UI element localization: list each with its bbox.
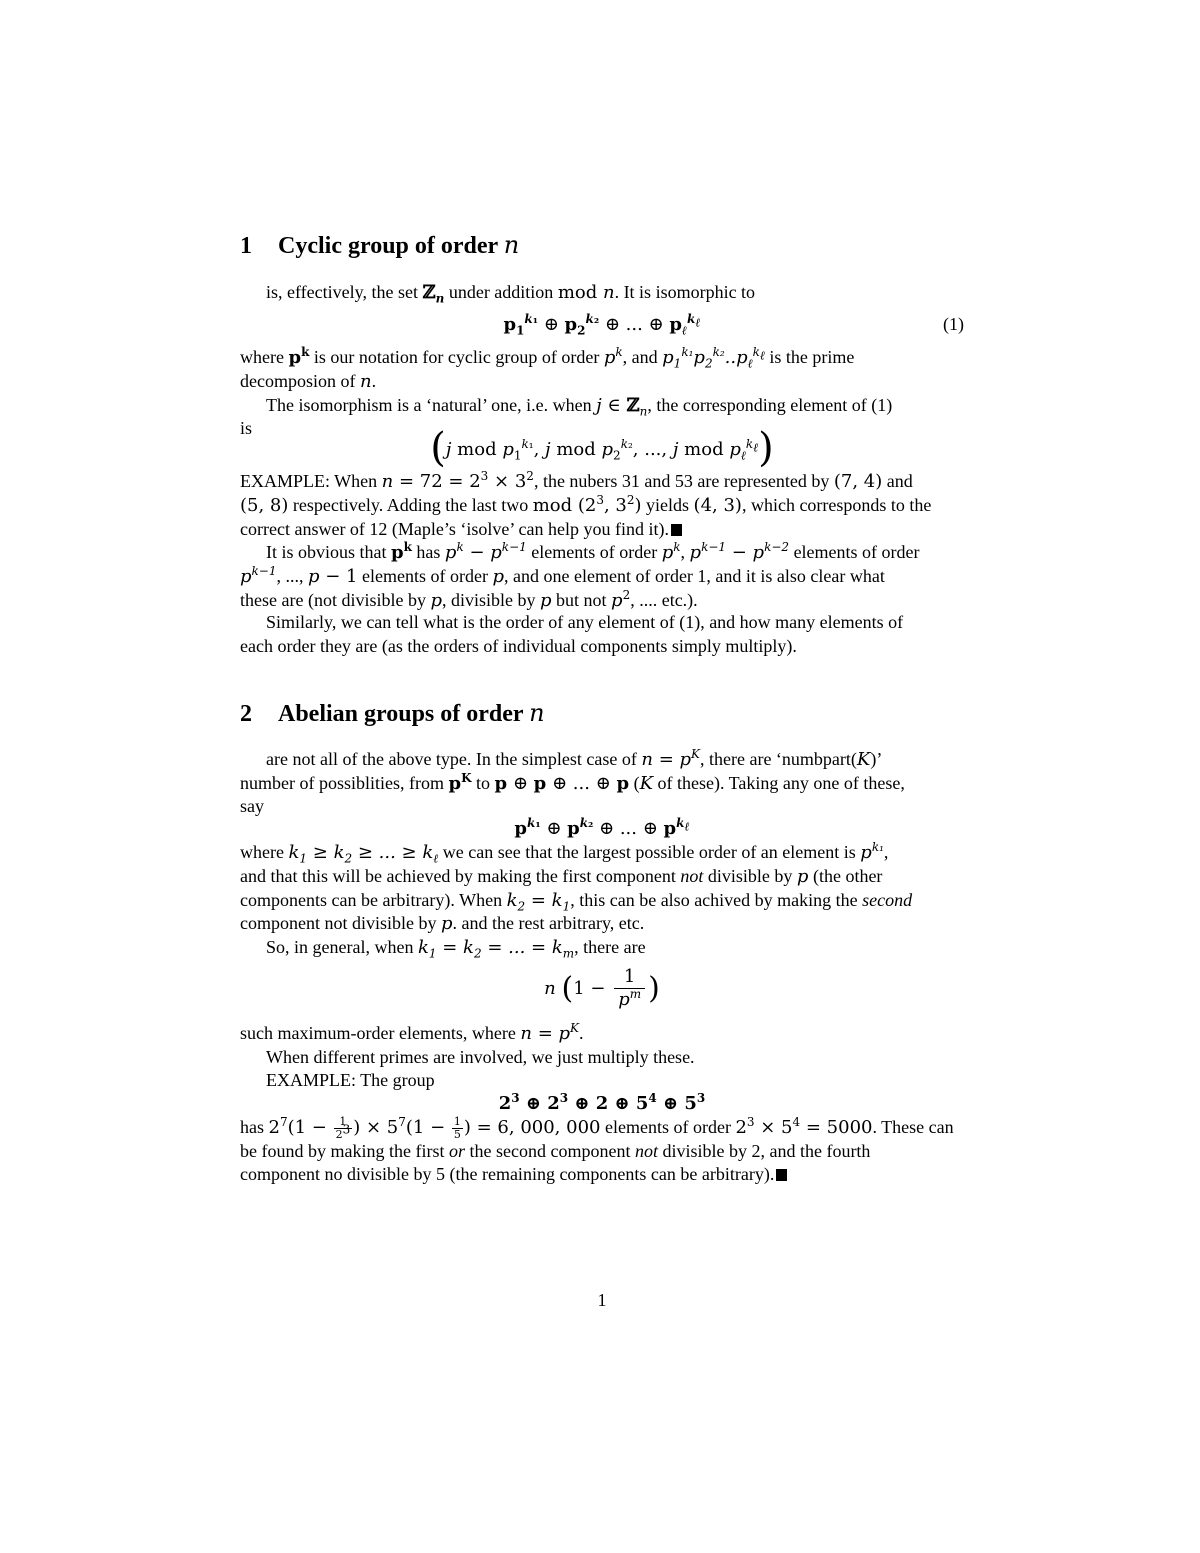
- equation-direct-sum: $p^{k_1}$ ⊕ $p^{k_2}$ ⊕ ... ⊕ $p^{k_\ell}$: [514, 816, 690, 839]
- section-number: 2: [240, 701, 252, 727]
- equation-tuple: (j mod $p_1^{k_1}$, j mod $p_2^{k_2}$, ..., j mod $p_\ell^{k_\ell}$): [430, 425, 774, 471]
- page-number: 1: [597, 1290, 607, 1310]
- qed-icon: [671, 524, 682, 536]
- paragraph-line: So, in general, when $k_1 = k_2$ = ... = $k_m$, there are: [266, 937, 646, 961]
- paragraph-line: EXAMPLE: When $n = 72 = 2^3 \times 3^2$, the nubers 31 and 53 are represented by (7, 4) and: [240, 469, 913, 492]
- paragraph-line: (5, 8) respectively. Adding the last two mod ($2^3$, $3^2$) yields (4, 3), which corresponds to the: [240, 493, 932, 516]
- paragraph-line: and that this will be achieved by making the first component not divisible by p (the other: [240, 866, 883, 887]
- paragraph-line: component no divisible by 5 (the remaining components can be arbitrary).: [240, 1162, 787, 1186]
- paragraph-line: these are (not divisible by p, divisible by p but not $p^2$, .... etc.).: [240, 588, 698, 611]
- paragraph-line: such maximum-order elements, where $n = p^K$.: [240, 1021, 584, 1044]
- paragraph-line: is: [240, 418, 253, 438]
- equation-group: $2^3$ ⊕ $2^3$ ⊕ 2 ⊕ $5^4$ ⊕ $5^3$: [498, 1091, 706, 1114]
- paragraph-line: each order they are (as the orders of individual components simply multiply).: [240, 636, 797, 656]
- paragraph-line: has $2^7(1$ − $\frac{1}{2^3}$ ) × $5^7(1$ − $\frac{1}{5}$ ) = 6, 000, 000 elements of order $2^3 \times 5^4 = 5000$. These can: [240, 1114, 954, 1141]
- paragraph-line: The isomorphism is a ‘natural’ one, i.e. when j ∈ ℤ$_n$, the corresponding element of (1): [266, 395, 893, 419]
- section-title: Abelian groups of order: [278, 701, 524, 727]
- paragraph-line: It is obvious that $p^k$ has $p^k - p^{k-1}$ elements of order $p^k$, $p^{k-1} - p^{k-2}$ elements of order: [266, 540, 920, 563]
- paragraph-line: When different primes are involved, we just multiply these.: [266, 1047, 695, 1067]
- paragraph-line: where $k_1 \ge k_2$ ≥ ... ≥ $k_\ell$ we can see that the largest possible order of an element is $p^{k_1}$,: [240, 840, 889, 866]
- equation-number: (1): [943, 314, 964, 334]
- paragraph-line: be found by making the first or the second component not divisible by 2, and the fourth: [240, 1141, 871, 1161]
- section-title: Cyclic group of order: [278, 233, 498, 259]
- paragraph-line: number of possiblities, from $p^K$ to p ⊕ p ⊕ ... ⊕ p (K of these). Taking any one of these,: [240, 771, 905, 794]
- paragraph-line: say: [240, 796, 264, 816]
- paragraph-line: EXAMPLE: The group: [266, 1070, 435, 1090]
- document-page: [240, 0, 964, 1553]
- qed-icon: [776, 1169, 787, 1181]
- paragraph-line: Similarly, we can tell what is the order of any element of (1), and how many elements of: [266, 612, 904, 632]
- paragraph-line: $p^{k-1}$, ..., p − 1 elements of order p, and one element of order 1, and it is also clear what: [240, 564, 885, 587]
- paragraph-line: is, effectively, the set ℤ$_n$ under addition mod n. It is isomorphic to: [266, 282, 756, 306]
- paragraph-line: correct answer of 12 (Maple’s ‘isolve’ can help you find it).: [240, 517, 682, 541]
- paragraph-line: components can be arbitrary). When $k_2 = k_1$, this can be also achived by making the second: [240, 890, 913, 914]
- equation-1: $p_1^{k_1}$ ⊕ $p_2^{k_2}$ ⊕ ... ⊕ $p_\ell^{k_\ell}$: [503, 312, 701, 338]
- paragraph-line: decomposion of n.: [240, 371, 377, 392]
- paragraph-line: are not all of the above type. In the simplest case of $n = p^K$, there are ‘numbpart(K)’: [266, 747, 883, 770]
- section-number: 1: [240, 233, 252, 259]
- section-1-heading: 1 Cyclic group of order n: [240, 231, 520, 259]
- section-2-heading: 2 Abelian groups of order n: [240, 699, 545, 727]
- paragraph-line: component not divisible by p. and the rest arbitrary, etc.: [240, 913, 645, 934]
- paragraph-line: where $p^k$ is our notation for cyclic group of order $p^k$, and $p_1^{k_1}p_2^{k_2}..p_\ell^{k_\ell}$ is the prime: [240, 345, 855, 371]
- equation-count: n (1 − $\frac{1}{p^m}$ ): [544, 966, 660, 1010]
